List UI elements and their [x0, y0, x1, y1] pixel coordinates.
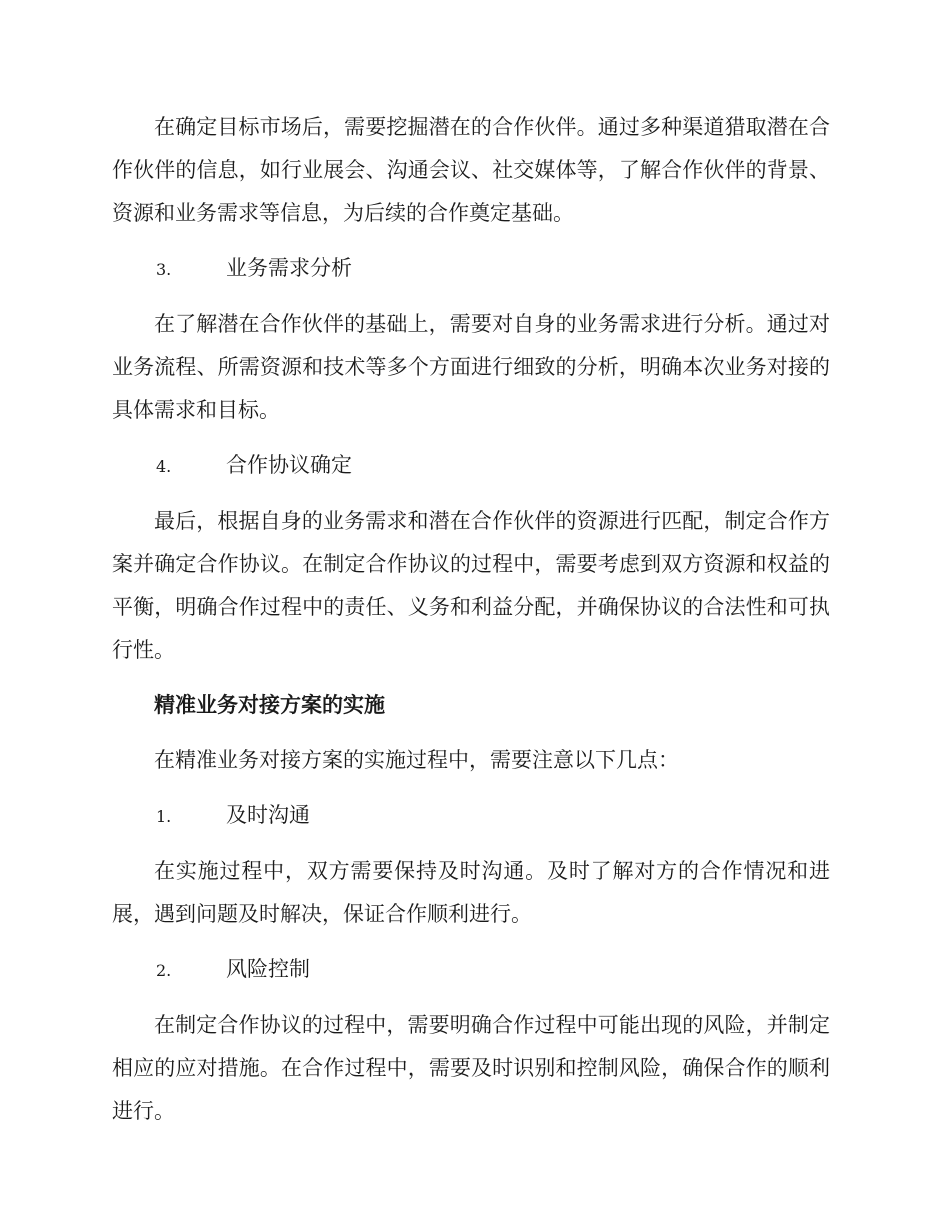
list-number: 2.: [156, 961, 172, 980]
list-item-agreement: [112, 444, 830, 488]
paragraph-partner-discovery: 在确定目标市场后，需要挖掘潜在的合作伙伴。通过多种渠道猎取潜在合作伙伴的信息，如行业展会、沟通会议、社交媒体等，了解合作伙伴的背景、资源和业务需求等信息，为后续的合作奠定基础。: [112, 115, 830, 225]
document-body: [112, 106, 830, 1145]
list-number: 3.: [156, 260, 172, 279]
section-heading-implementation: 精准业务对接方案的实施: [154, 693, 385, 717]
list-item-business-needs: [112, 247, 830, 291]
paragraph-communication: 在实施过程中，双方需要保持及时沟通。及时了解对方的合作情况和进展，遇到问题及时解决，保证合作顺利进行。: [112, 859, 830, 926]
list-item-communication: [112, 794, 830, 838]
list-item-label: 及时沟通: [226, 803, 310, 827]
paragraph-needs-analysis: 在了解潜在合作伙伴的基础上，需要对自身的业务需求进行分析。通过对业务流程、所需资源和技术等多个方面进行细致的分析，明确本次业务对接的具体需求和目标。: [112, 312, 830, 422]
list-number: 4.: [156, 457, 172, 476]
list-item-label: 合作协议确定: [226, 453, 352, 477]
list-item-label: 业务需求分析: [226, 256, 352, 280]
paragraph-risk-control: 在制定合作协议的过程中，需要明确合作过程中可能出现的风险，并制定相应的应对措施。在合作过程中，需要及时识别和控制风险，确保合作的顺利进行。: [112, 1013, 830, 1123]
list-item-risk-control: [112, 948, 830, 992]
paragraph-implementation-intro: 在精准业务对接方案的实施过程中，需要注意以下几点：: [154, 748, 679, 772]
list-item-label: 风险控制: [226, 957, 310, 981]
paragraph-agreement: 最后，根据自身的业务需求和潜在合作伙伴的资源进行匹配，制定合作方案并确定合作协议。在制定合作协议的过程中，需要考虑到双方资源和权益的平衡，明确合作过程中的责任、义务和利益分配，并确保协议的合法性和可执行性。: [112, 509, 830, 662]
list-number: 1.: [156, 807, 172, 826]
